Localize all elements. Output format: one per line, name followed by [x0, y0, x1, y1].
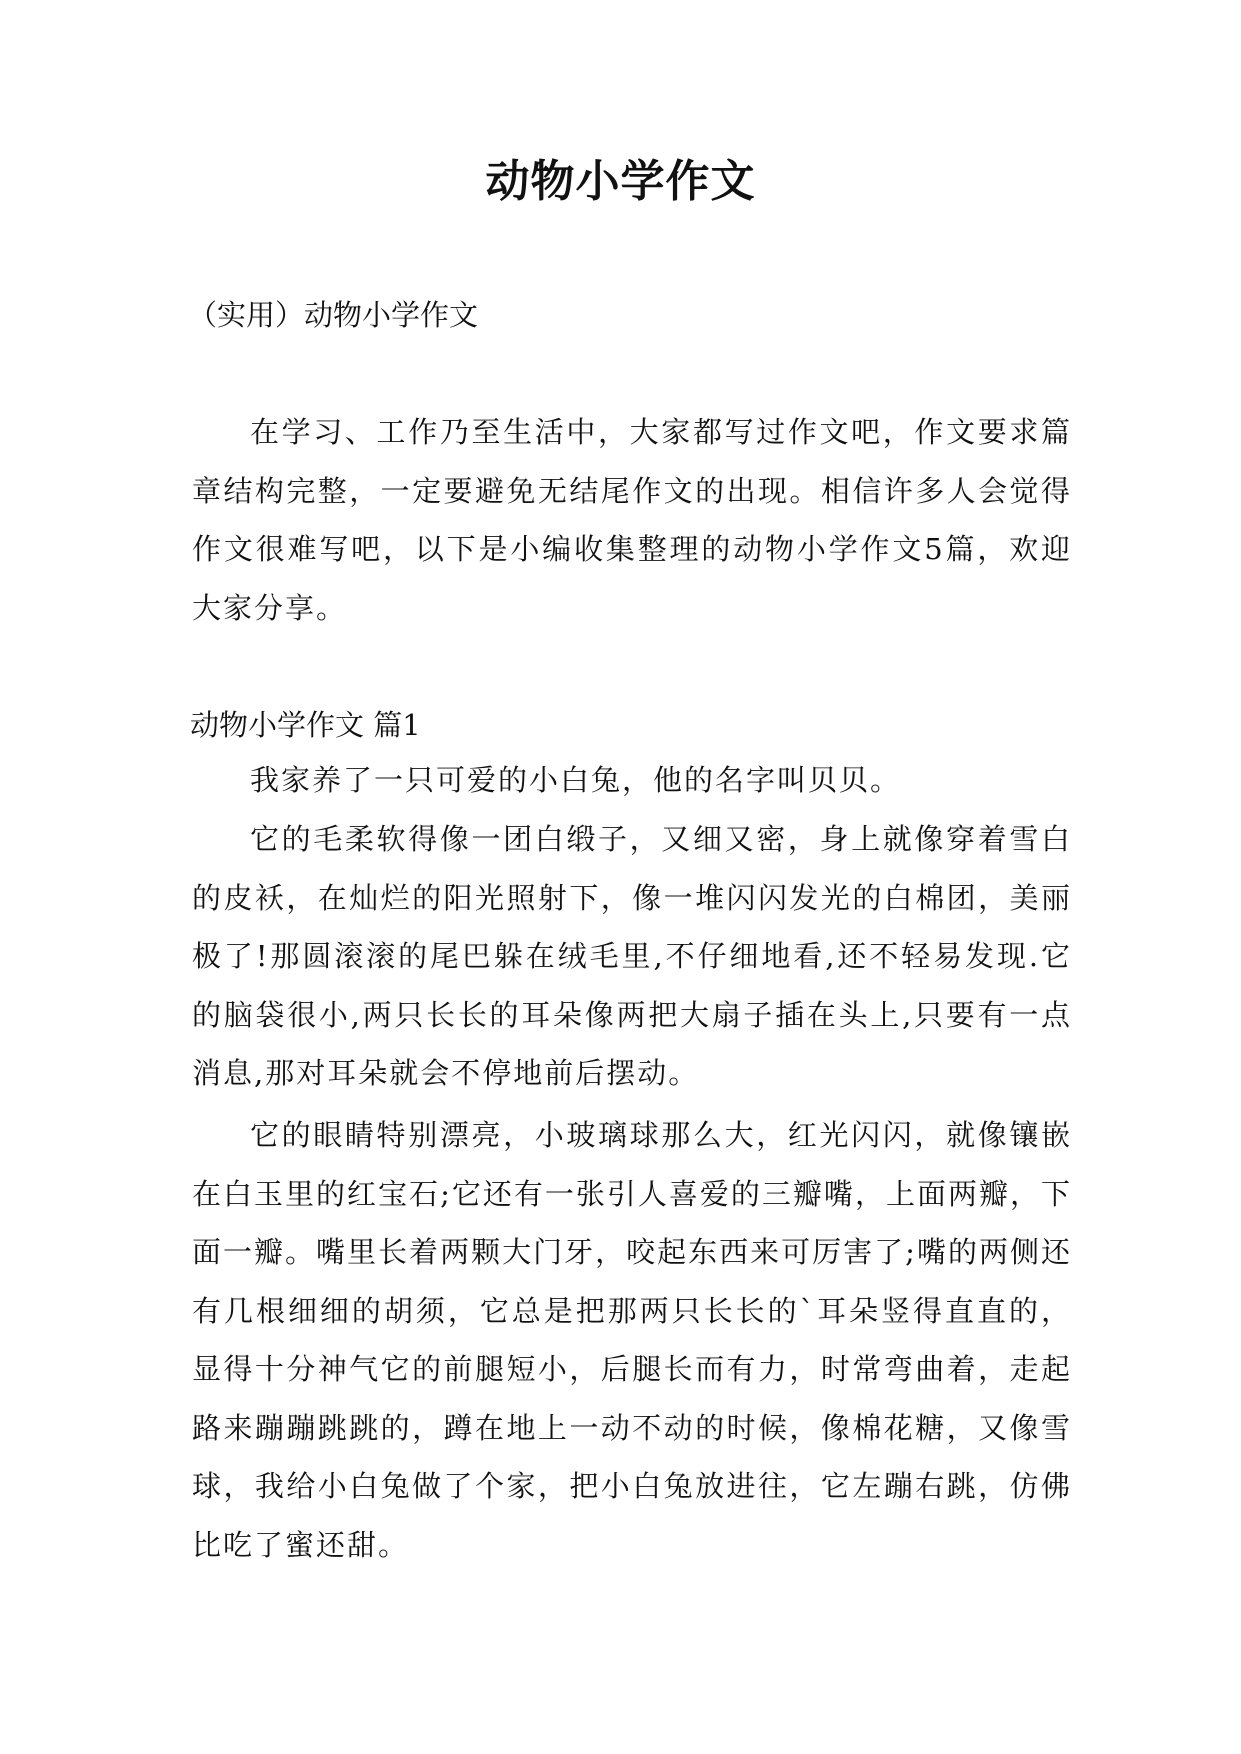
document-subtitle: （实用）动物小学作文 — [188, 298, 479, 332]
document-title: 动物小学作文 — [485, 156, 756, 207]
body-paragraph-3: 它的眼睛特别漂亮，小玻璃球那么大，红光闪闪，就像镶嵌在白玉里的红宝石;它还有一张引人喜爱的三瓣嘴，上面两瓣，下面一瓣。嘴里长着两颗大门牙，咬起东西来可厉害了;嘴的两侧还有几根细细的胡须，它总是把那两只长长的`耳朵竖得直直的，显得十分神气它的前腿短小，后腿长而有力，时常弯曲着，走起路来蹦蹦跳跳的，蹲在地上一动不动的时候，像棉花糖，又像雪球，我给小白兔做了个家，把小白兔放进往，它左蹦右跳，仿佛比吃了蜜还甜。 — [192, 1118, 1072, 1562]
section-heading: 动物小学作文 篇1 — [190, 708, 421, 742]
body-paragraph-2: 它的毛柔软得像一团白缎子，又细又密，身上就像穿着雪白的皮袄，在灿烂的阳光照射下，像一堆闪闪发光的白棉团，美丽极了!那圆滚滚的尾巴躲在绒毛里,不仔细地看,还不轻易发现.它的脑袋很小,两只长长的耳朵像两把大扇子插在头上,只要有一点消息,那对耳朵就会不停地前后摆动。 — [192, 822, 1072, 1090]
body-paragraph-1: 我家养了一只可爱的小白兔，他的名字叫贝贝。 — [250, 763, 902, 797]
intro-paragraph: 在学习、工作乃至生活中，大家都写过作文吧，作文要求篇章结构完整，一定要避免无结尾作文的出现。相信许多人会觉得作文很难写吧，以下是小编收集整理的动物小学作文5篇，欢迎大家分享。 — [192, 415, 1072, 625]
